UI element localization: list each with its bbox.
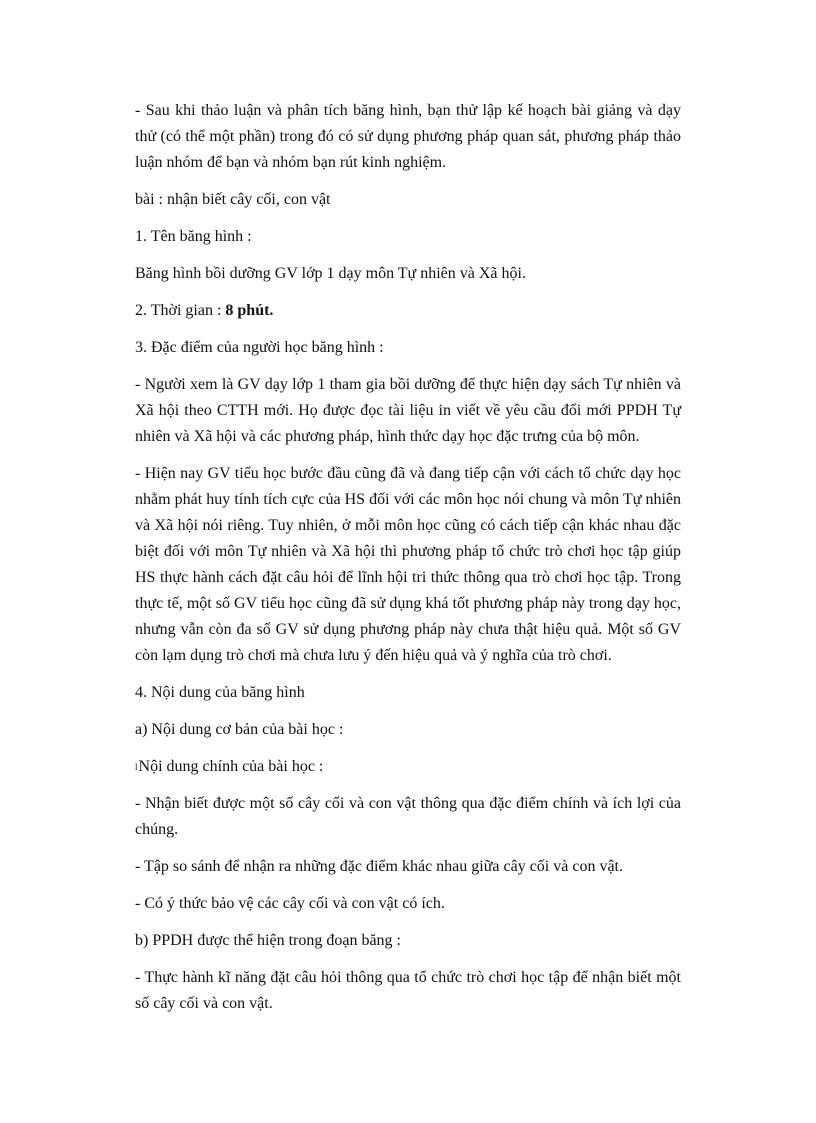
section-heading-video-name: 1. Tên băng hình : — [135, 228, 252, 245]
paragraph-learner-2: - Hiện nay GV tiểu học bước đầu cũng đã và đang tiếp cận với cách tổ chức dạy học nhằm phát huy tính tích cực của HS đối với các môn học nói chung và môn Tự nhiên và Xã hội nói riêng. Tuy nhiên, ở mỗi môn học cũng có cách tiếp cận khác nhau đặc biệt đối với môn Tự nhiên và Xã hội thì phương pháp tổ chức trò chơi học tập giúp HS thực hành cách đặt câu hỏi để lĩnh hội tri thức thông qua trò chơi học tập. Trong thực tế, một số GV tiểu học cũng đã sử dụng khá tốt phương pháp này trong dạy học, nhưng vẫn còn đa số GV sử dụng phương pháp này chưa thật hiệu quả. Một số GV còn lạm dụng trò chơi mà chưa lưu ý đến hiệu quả và ý nghĩa của trò chơi. — [135, 465, 681, 664]
objective-item-1: - Nhận biết được một số cây cối và con vật thông qua đặc điểm chính và ích lợi của chúng. — [135, 795, 681, 838]
subheading-method: b) PPDH được thể hiện trong đoạn băng : — [135, 932, 401, 949]
objective-item-2: - Tập so sánh để nhận ra những đặc điểm khác nhau giữa cây cối và con vật. — [135, 858, 623, 875]
method-item-1: - Thực hành kĩ năng đặt câu hỏi thông qua tổ chức trò chơi học tập để nhận biết một số cây cối và con vật. — [135, 969, 681, 1012]
document-page — [135, 98, 681, 1028]
main-content-label: Nội dung chính của bài học : — [138, 758, 324, 775]
objective-item-3: - Có ý thức bảo vệ các cây cối và con vật có ích. — [135, 895, 445, 912]
section-heading-learner: 3. Đặc điểm của người học băng hình : — [135, 339, 384, 356]
video-name-text: Băng hình bồi dưỡng GV lớp 1 dạy môn Tự nhiên và Xã hội. — [135, 265, 526, 282]
duration-label: 2. Thời gian : — [135, 302, 226, 319]
paragraph-intro: - Sau khi thảo luận và phân tích băng hình, bạn thử lập kế hoạch bài giảng và dạy thử (có thể một phần) trong đó có sử dụng phương pháp quan sát, phương pháp thảo luận nhóm để bạn và nhóm bạn rút kinh nghiệm. — [135, 102, 681, 171]
paragraph-learner-1: - Người xem là GV dạy lớp 1 tham gia bồi dưỡng để thực hiện dạy sách Tự nhiên và Xã hội theo CTTH mới. Họ được đọc tài liệu in viết về yêu cầu đổi mới PPDH Tự nhiên và Xã hội và các phương pháp, hình thức dạy học đặc trưng của bộ môn. — [135, 376, 681, 445]
bullet-mark: l — [135, 762, 138, 772]
lesson-title: bài : nhận biết cây cối, con vật — [135, 191, 331, 208]
duration-value: 8 phút. — [225, 302, 274, 319]
section-heading-content: 4. Nội dung của băng hình — [135, 684, 305, 701]
subheading-basic-content: a) Nội dung cơ bản của bài học : — [135, 721, 344, 738]
main-content-line — [135, 754, 681, 780]
duration-line — [135, 298, 681, 324]
